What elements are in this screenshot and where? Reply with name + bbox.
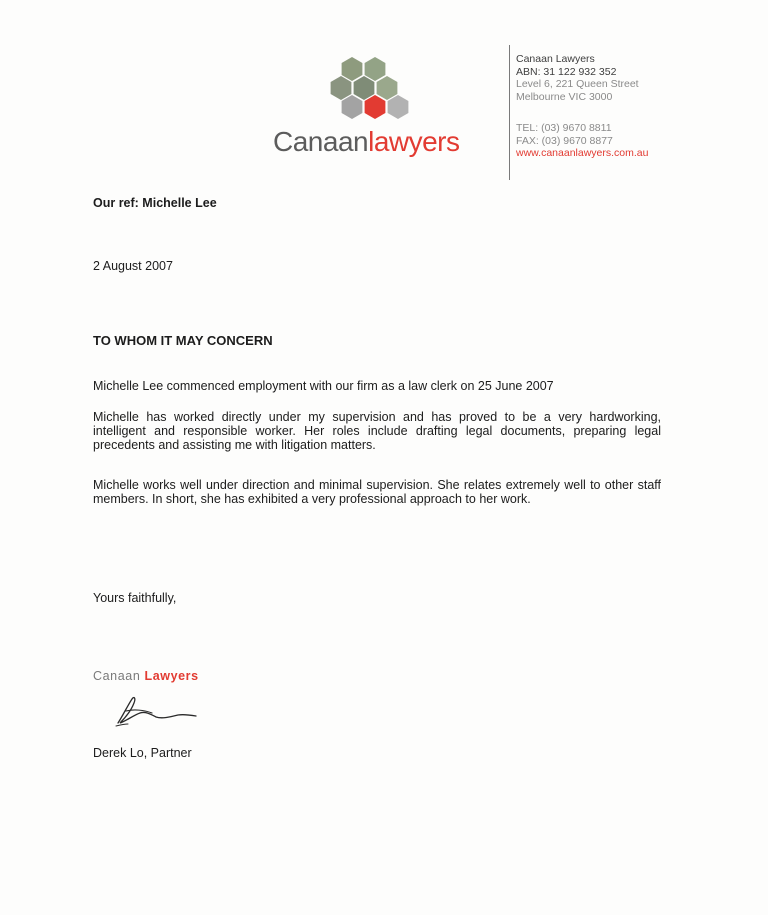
contact-website-link[interactable]: www.canaanlawyers.com.au [516,147,649,159]
brand-wordmark-canaan: Canaan [273,126,369,157]
handwritten-signature [112,693,198,729]
logo-hex-bottom-left [342,95,363,119]
body-paragraph-3: Michelle works well under direction and minimal supervision. She relates extremely well to other staff members. In short, she has exhibited a very professional approach to her work. [93,478,661,506]
contact-firm-name: Canaan Lawyers [516,53,595,65]
logo-hex-top-right [365,57,386,81]
letter-heading: TO WHOM IT MAY CONCERN [93,333,273,348]
logo-hex-mid-left [331,76,352,100]
body-paragraph-2: Michelle has worked directly under my supervision and has proved to be a very hardworking, intelligent and responsible worker. Her roles include drafting legal documents, preparing legal precedents and assisting me with litigation matters. [93,410,661,452]
hexagon-logo-icon [322,55,414,135]
contact-block [516,53,648,160]
logo-hex-mid-right [377,76,398,100]
logo-hex-mid-center [354,76,375,100]
body-paragraph-1: Michelle Lee commenced employment with our firm as a law clerk on 25 June 2007 [93,379,554,393]
signature-firm-canaan: Canaan [93,669,141,683]
letter-date: 2 August 2007 [93,259,173,273]
brand-wordmark-lawyers: lawyers [368,126,460,157]
signer-name: Derek Lo, Partner [93,746,192,760]
logo-hex-bottom-center [365,95,386,119]
contact-tel: TEL: (03) 9670 8811 [516,122,612,134]
brand-wordmark [273,128,460,156]
contact-spacer [516,103,648,122]
signature-firm-lawyers: Lawyers [144,669,199,683]
signature-firm-name [93,669,199,683]
closing-salutation: Yours faithfully, [93,591,177,605]
logo-hex-top-left [342,57,363,81]
contact-address-line2: Melbourne VIC 3000 [516,90,613,103]
contact-fax: FAX: (03) 9670 8877 [516,134,613,147]
contact-address-line1: Level 6, 221 Queen Street [516,78,639,90]
logo-hex-bottom-right [388,95,409,119]
letterhead-divider [509,45,510,180]
contact-abn: ABN: 31 122 932 352 [516,65,617,78]
reference-line: Our ref: Michelle Lee [93,196,217,210]
